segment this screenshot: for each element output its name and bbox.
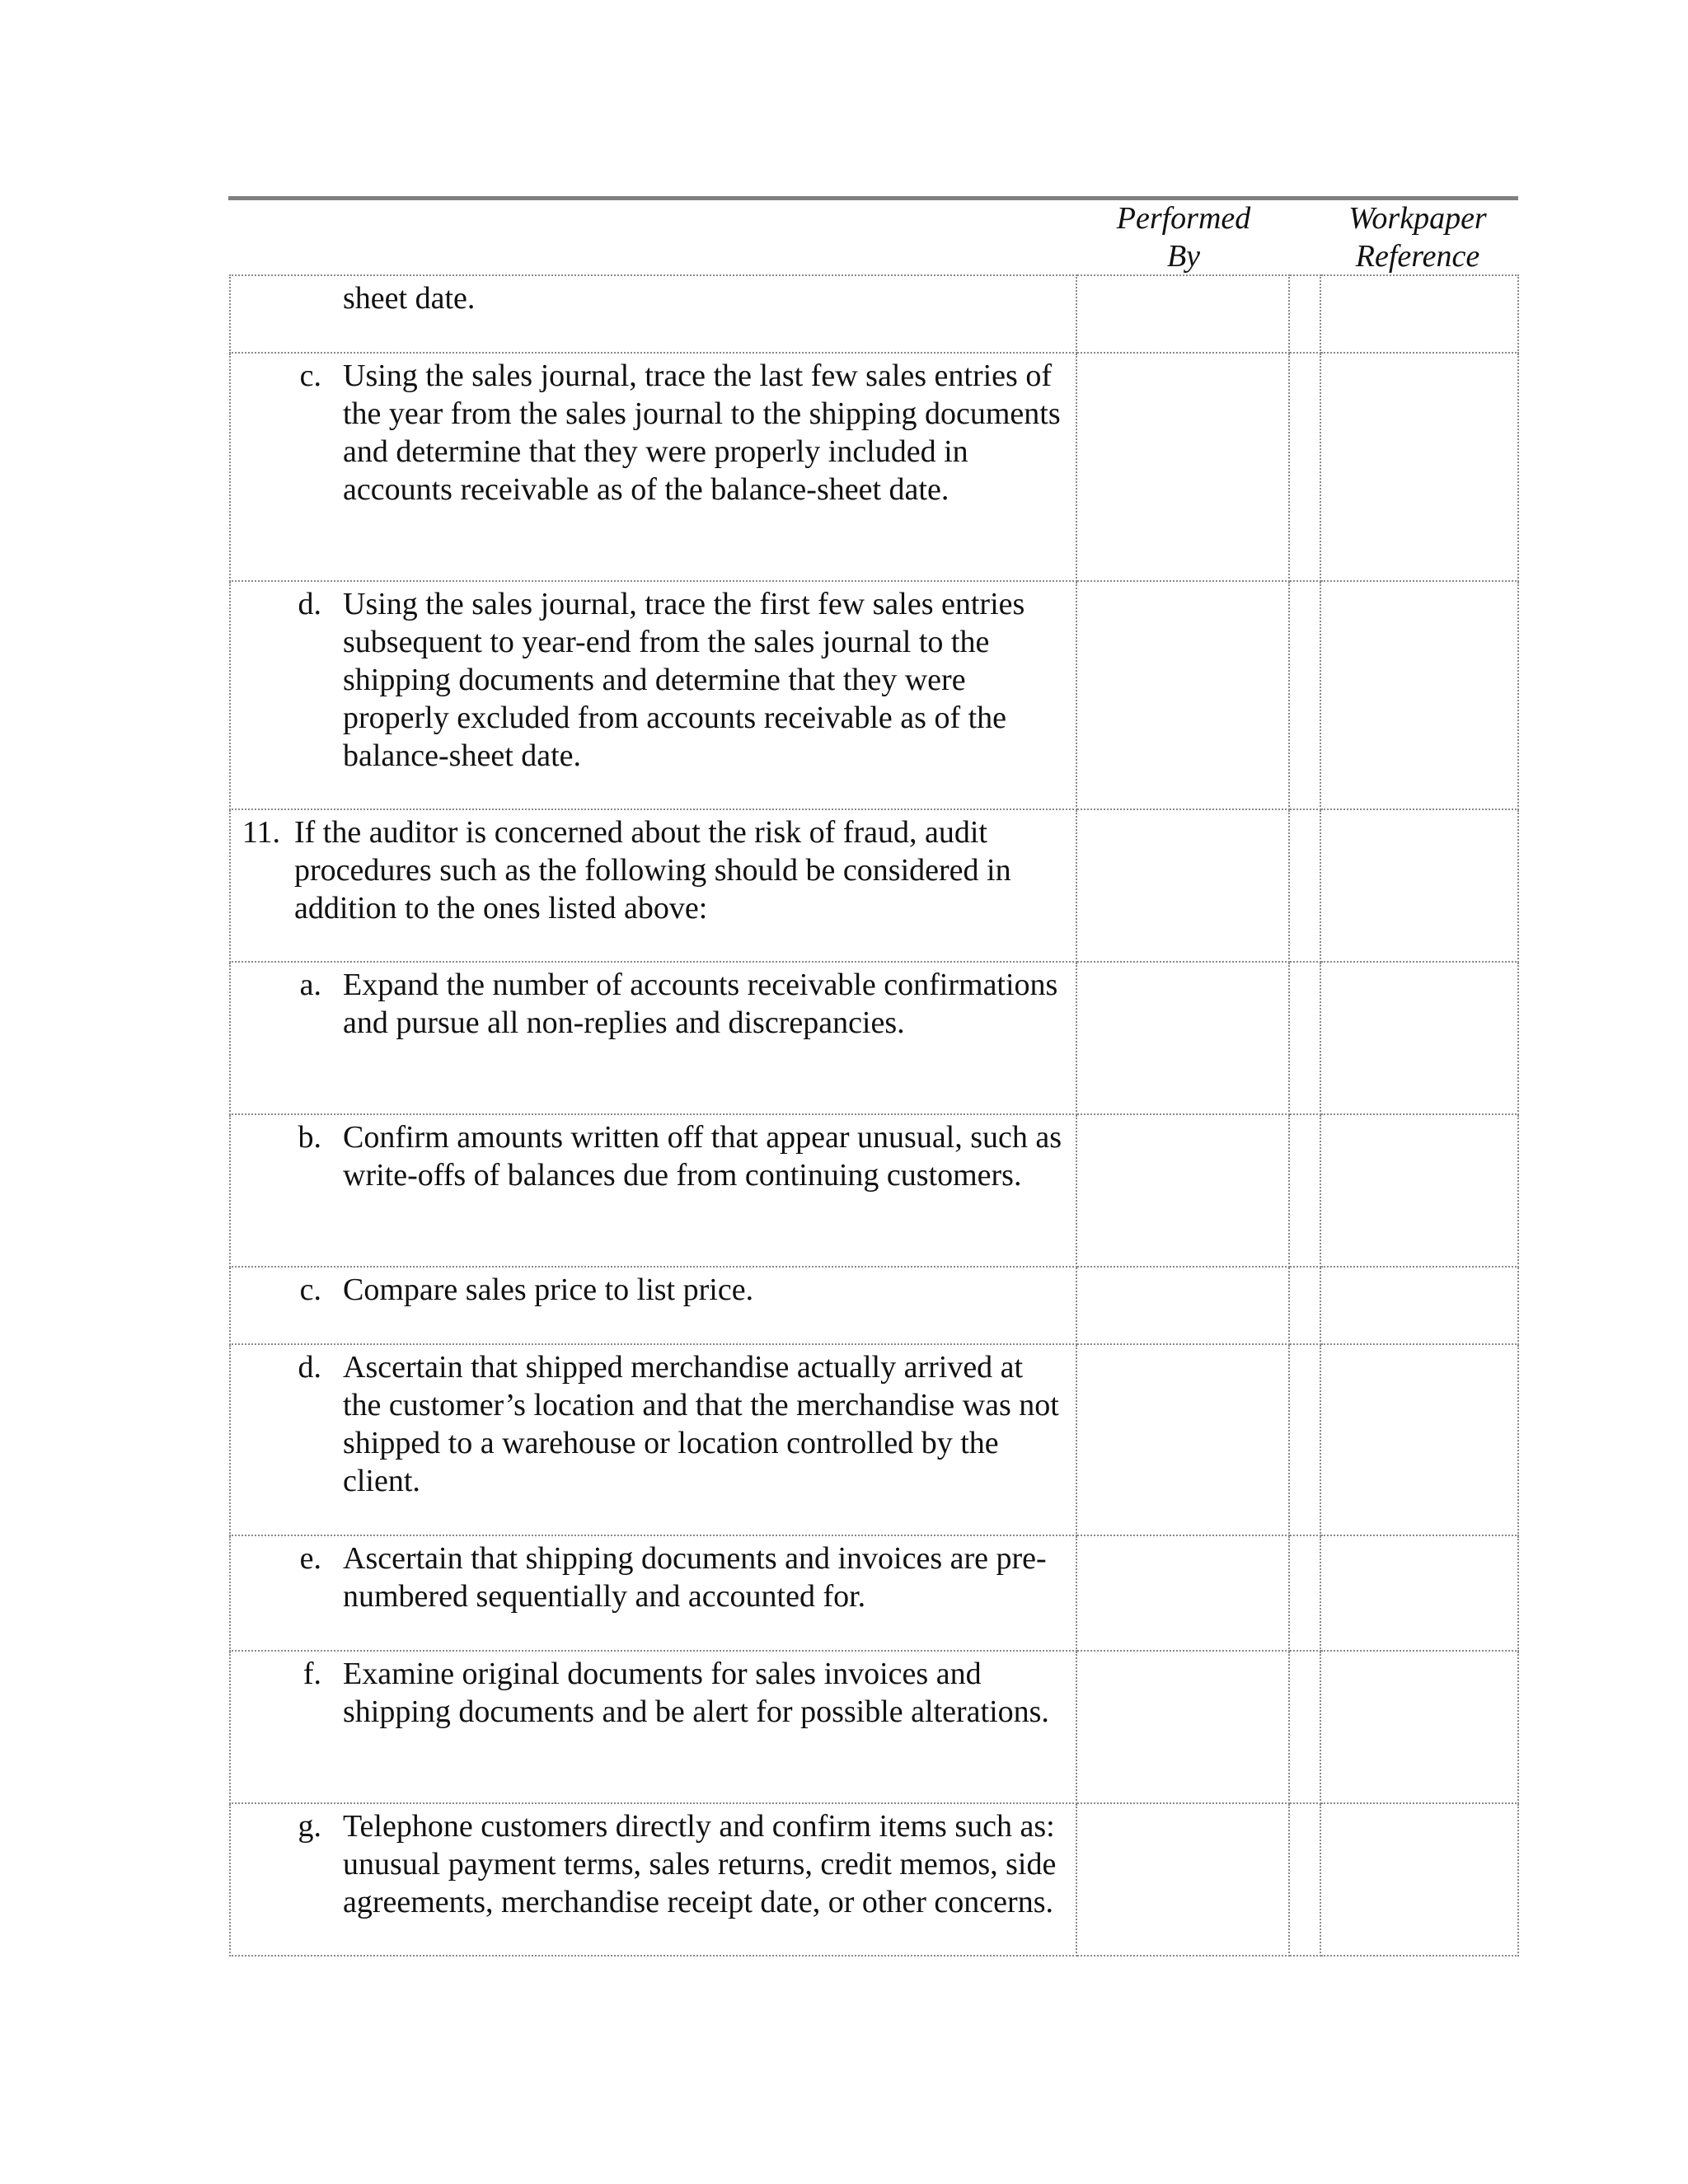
procedure-row <box>230 275 1518 353</box>
procedure-text: Using the sales journal, trace the last few sales entries of the year from the sales journal to the shipping documents and determine that they were properly included in accounts receivable as of the balance-sheet date. <box>343 359 1061 507</box>
spacer-cell <box>1289 1651 1320 1803</box>
audit-program-body <box>230 275 1518 1956</box>
performed-by-cell[interactable] <box>1076 1114 1289 1267</box>
procedure-row <box>230 1651 1518 1803</box>
procedure-cell <box>230 1114 1076 1267</box>
procedure-marker: c. <box>299 1272 321 1307</box>
workpaper-reference-cell[interactable] <box>1320 353 1518 581</box>
procedure-row <box>230 1803 1518 1956</box>
procedure-cell <box>230 1803 1076 1956</box>
workpaper-reference-cell[interactable] <box>1320 581 1518 809</box>
spacer-cell <box>1289 581 1320 809</box>
performed-by-cell[interactable] <box>1076 1267 1289 1344</box>
performed-by-cell[interactable] <box>1076 1651 1289 1803</box>
procedure-marker: c. <box>299 359 321 393</box>
spacer-cell <box>1289 1803 1320 1956</box>
procedure-text: Expand the number of accounts receivable confirmations and pursue all non-replies and discrepancies. <box>343 968 1058 1040</box>
workpaper-reference-cell[interactable] <box>1320 1803 1518 1956</box>
procedure-text: Ascertain that shipped merchandise actually arrived at the customer’s location and that the merchandise was not shipped to a warehouse or location controlled by the client. <box>343 1350 1059 1498</box>
performed-by-header-line-2: By <box>1166 239 1201 274</box>
procedure-cell <box>230 1344 1076 1535</box>
spacer-cell <box>1289 1114 1320 1267</box>
performed-by-cell[interactable] <box>1076 962 1289 1114</box>
spacer-cell <box>1289 353 1320 581</box>
procedure-row <box>230 353 1518 581</box>
procedure-marker: e. <box>299 1541 321 1576</box>
procedure-text: Telephone customers directly and confirm items such as: unusual payment terms, sales returns, credit memos, side agreements, merchandise receipt date, or other concerns. <box>343 1809 1057 1919</box>
procedure-text: Compare sales price to list price. <box>343 1272 754 1307</box>
workpaper-reference-cell[interactable] <box>1320 1344 1518 1535</box>
workpaper-reference-cell[interactable] <box>1320 275 1518 353</box>
performed-by-cell[interactable] <box>1076 581 1289 809</box>
spacer-cell <box>1289 809 1320 962</box>
procedure-row <box>230 1535 1518 1651</box>
procedure-text: Examine original documents for sales invoices and shipping documents and be alert for possible alterations. <box>343 1657 1049 1729</box>
procedure-row <box>230 1267 1518 1344</box>
spacer-cell <box>1289 275 1320 353</box>
procedure-cell <box>230 1535 1076 1651</box>
procedure-cell <box>230 581 1076 809</box>
procedure-marker: f. <box>302 1657 321 1691</box>
procedure-row <box>230 1344 1518 1535</box>
workpaper-reference-cell[interactable] <box>1320 962 1518 1114</box>
procedure-row <box>230 581 1518 809</box>
procedure-row <box>230 1114 1518 1267</box>
procedure-cell <box>230 1651 1076 1803</box>
procedure-text: If the auditor is concerned about the risk of fraud, audit procedures such as the following should be considered in addition to the ones listed above: <box>294 815 1011 926</box>
procedure-cell <box>230 962 1076 1114</box>
workpaper-reference-header-line-1: Workpaper <box>1348 201 1487 236</box>
workpaper-reference-cell[interactable] <box>1320 1114 1518 1267</box>
procedure-marker: 11. <box>241 815 280 850</box>
procedure-text: Ascertain that shipping documents and invoices are pre-numbered sequentially and accounted for. <box>343 1541 1047 1614</box>
workpaper-reference-cell[interactable] <box>1320 1651 1518 1803</box>
procedure-cell <box>230 353 1076 581</box>
procedure-marker: b. <box>298 1120 321 1155</box>
performed-by-cell[interactable] <box>1076 1803 1289 1956</box>
spacer-cell <box>1289 1267 1320 1344</box>
spacer-cell <box>1289 1535 1320 1651</box>
procedure-marker: g. <box>298 1809 321 1844</box>
performed-by-header-line-1: Performed <box>1116 201 1251 236</box>
procedure-row <box>230 809 1518 962</box>
performed-by-cell[interactable] <box>1076 275 1289 353</box>
spacer-cell <box>1289 962 1320 1114</box>
procedure-marker: a. <box>299 968 321 1002</box>
procedure-cell <box>230 1267 1076 1344</box>
audit-program-table <box>229 274 1519 1957</box>
workpaper-reference-header-line-2: Reference <box>1355 239 1480 274</box>
procedure-text: Confirm amounts written off that appear unusual, such as write-offs of balances due from continuing customers. <box>343 1120 1062 1193</box>
procedure-marker: d. <box>298 587 321 621</box>
performed-by-cell[interactable] <box>1076 1535 1289 1651</box>
procedure-text: Using the sales journal, trace the first few sales entries subsequent to year-end from the sales journal to the shipping documents and determine that they were properly excluded from accounts receivable as of the balance-sheet date. <box>343 587 1025 773</box>
workpaper-reference-cell[interactable] <box>1320 1535 1518 1651</box>
performed-by-header <box>1077 199 1290 275</box>
procedure-cell <box>230 809 1076 962</box>
workpaper-reference-header <box>1319 199 1517 275</box>
performed-by-cell[interactable] <box>1076 353 1289 581</box>
spacer-cell <box>1289 1344 1320 1535</box>
workpaper-reference-cell[interactable] <box>1320 1267 1518 1344</box>
performed-by-cell[interactable] <box>1076 1344 1289 1535</box>
procedure-text: sheet date. <box>343 281 476 316</box>
procedure-row <box>230 962 1518 1114</box>
procedure-cell <box>230 275 1076 353</box>
workpaper-reference-cell[interactable] <box>1320 809 1518 962</box>
procedure-marker: d. <box>298 1350 321 1385</box>
performed-by-cell[interactable] <box>1076 809 1289 962</box>
